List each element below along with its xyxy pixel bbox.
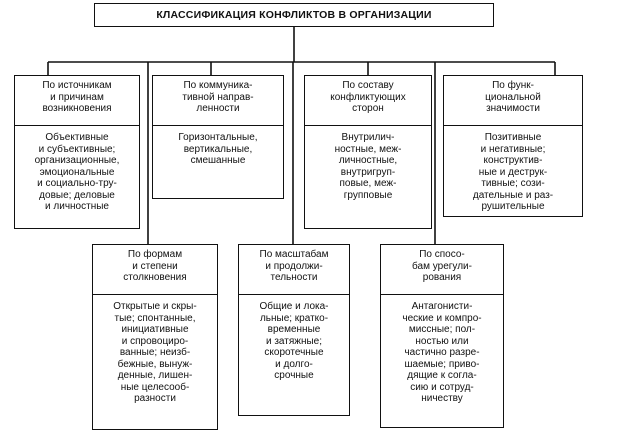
- category-body: Позитивные и негативные; конструктив- ные и деструк- тивные; сози- дательные и раз- рушительные: [472, 132, 554, 212]
- category-body: Объективные и субъективные; организационные, эмоциональные и социально-тру- довые; деловые и личностные: [34, 132, 120, 212]
- category-body: Горизонтальные, вертикальные, смешанные: [178, 132, 258, 166]
- category-box-settlement: [380, 244, 504, 428]
- category-head: По коммуника- тивной направ- ленности: [153, 76, 283, 126]
- category-box-communication: [152, 75, 284, 199]
- category-head: По функ- циональной значимости: [444, 76, 582, 126]
- category-box-scale: [238, 244, 350, 416]
- category-body: Внутрилич- ностные, меж- личностные, внутригруп- повые, меж- групповые: [334, 132, 402, 201]
- category-head: По масштабам и продолжи- тельности: [239, 245, 349, 295]
- category-head: По спосо- бам урегули- рования: [381, 245, 503, 295]
- category-body: Общие и лока- льные; кратко- временные и затяжные; скоротечные и долго- срочные: [259, 301, 329, 381]
- category-box-composition: [304, 75, 432, 229]
- category-head: По составу конфликтующих сторон: [305, 76, 431, 126]
- diagram-title: КЛАССИФИКАЦИЯ КОНФЛИКТОВ В ОРГАНИЗАЦИИ: [94, 3, 494, 27]
- category-head: По источникам и причинам возникновения: [15, 76, 139, 126]
- category-box-functional: [443, 75, 583, 217]
- category-box-sources: [14, 75, 140, 229]
- category-head: По формам и степени столкновения: [93, 245, 217, 295]
- category-body: Открытые и скры- тые; спонтанные, инициативные и спровоциро- ванные; неизб- бежные, вынуж- денные, лишен- ные целесооб- разности: [113, 301, 197, 404]
- category-box-forms: [92, 244, 218, 430]
- category-body: Антагонисти- ческие и компро- миссные; пол- ностью или частично разре- шаемые; приво- дящие к согла- сию и сотруд- ничеству: [402, 301, 482, 404]
